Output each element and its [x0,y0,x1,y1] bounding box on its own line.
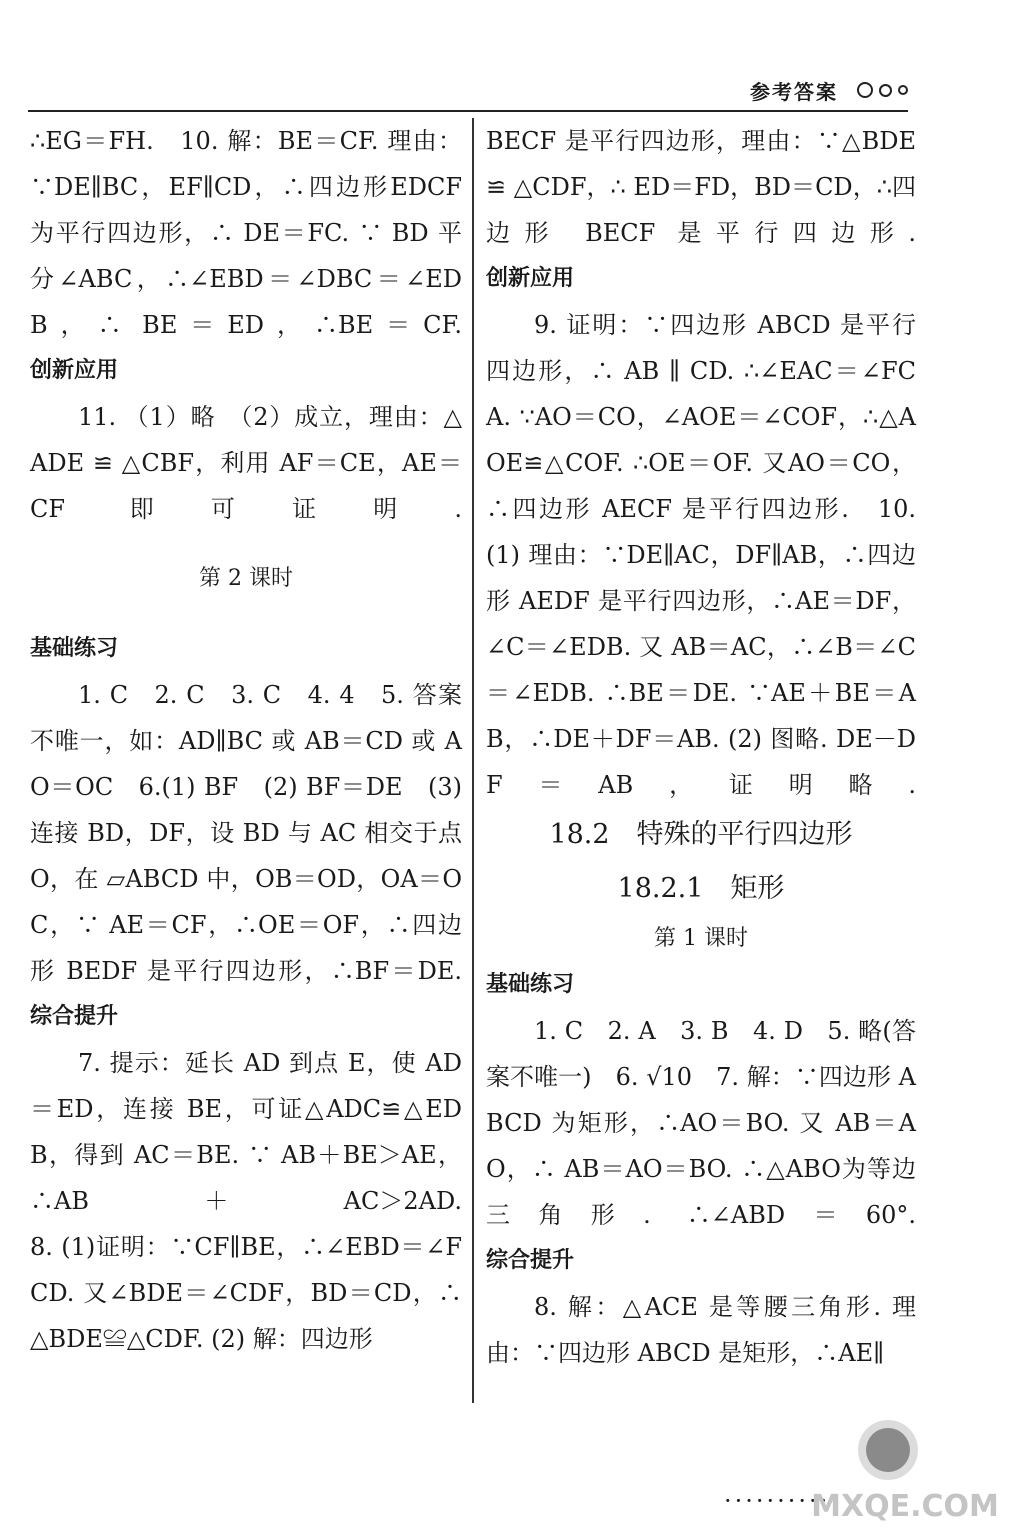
answer-paragraph: ∴EG＝FH. 10. 解：BE＝CF. 理由：∵DE∥BC，EF∥CD，∴四边形EDCF 为平行四边形，∴ DE＝FC. ∵ BD 平分∠ABC，∴∠EBD＝∠DBC＝∠EDB，∴ BE＝ED，∴BE＝CF. [30,127,462,339]
right-column [486,118,916,1376]
watermark-text: MXQE.COM [811,1489,999,1524]
answer-paragraph: 1. C 2. C 3. C 4. 4 5. 答案不唯一，如：AD∥BC 或 AB＝CD 或 AO＝OC 6.(1) BF (2) BF＝DE (3) 连接 BD，DF，设 BD 与 AC 相交于点 O，在 ▱ABCD 中，OB＝OD，OA＝OC，∵ AE＝CF，∴OE＝OF，∴四边形 BEDF 是平行四边形，∴BF＝DE. [30,681,462,985]
lesson-title: 第 1 课时 [654,926,748,951]
section-heading: 基础练习 [486,972,575,997]
answer-paragraph: 8. 解：△ACE 是等腰三角形. 理由：∵四边形 ABCD 是矩形，∴AE∥ [486,1293,916,1367]
section-heading: 综合提升 [30,1004,119,1029]
answer-paragraph: BECF 是平行四边形，理由：∵△BDE ≌ △CDF，∴ ED＝FD，BD＝CD，∴四边形 BECF 是平行四边形. [486,127,916,247]
page-header [28,72,908,112]
circle-icon [879,84,892,97]
footer-dots: ·········· [724,1487,831,1515]
section-heading: 基础练习 [30,636,119,661]
section-heading: 创新应用 [486,266,575,291]
circle-icon [857,82,873,98]
answer-paragraph: 1. C 2. A 3. B 4. D 5. 略(答案不唯一) 6. √10 7. 解：∵四边形 ABCD 为矩形，∴AO＝BO. 又 AB＝AO，∴ AB＝AO＝BO. ∴△ABO为等边三角形. ∴∠ABD＝60°. [486,1017,916,1229]
lesson-title: 第 2 课时 [199,566,293,591]
section-title: 18.2 特殊的平行四边形 [549,819,853,850]
answer-paragraph: 9. 证明：∵四边形 ABCD 是平行四边形，∴ AB ∥ CD. ∴∠EAC＝∠FCA. ∵AO＝CO，∠AOE＝∠COF，∴△AOE≌△COF. ∴OE＝OF. 又AO＝CO，∴四边形 AECF 是平行四边形. 10. (1) 理由：∵DE∥AC，DF∥AB，∴四边形 AEDF 是平行四边形，∴AE＝DF，∠C＝∠EDB. 又 AB＝AC，∴∠B＝∠C＝∠EDB. ∴BE＝DE. ∵AE＋BE＝AB，∴DE＋DF＝AB. (2) 图略. DE－DF＝AB，证明略. [486,311,916,799]
answer-paragraph: 8. (1)证明：∵CF∥BE，∴∠EBD＝∠FCD. 又∠BDE＝∠CDF，BD＝CD，∴△BDE≌△CDF. (2) 解：四边形 [30,1233,462,1353]
section-heading: 综合提升 [486,1248,575,1273]
section-heading: 创新应用 [30,358,119,383]
header-title: 参考答案 [750,80,838,104]
watermark-face-icon [866,1428,910,1472]
header-circles-decoration [857,82,908,98]
column-divider [472,118,474,1403]
left-column [30,118,462,1362]
watermark-logo [810,1408,1000,1528]
answer-paragraph: 7. 提示：延长 AD 到点 E，使 AD＝ED，连接 BE，可证△ADC≌△EDB，得到 AC＝BE. ∵ AB＋BE＞AE，∴AB＋AC＞2AD. [30,1049,462,1215]
subsection-title: 18.2.1 矩形 [617,873,785,904]
answer-paragraph: 11. （1）略 （2）成立，理由：△ADE ≌ △CBF，利用 AF＝CE，AE＝CF 即可证明. [30,403,462,523]
circle-icon [898,85,908,95]
